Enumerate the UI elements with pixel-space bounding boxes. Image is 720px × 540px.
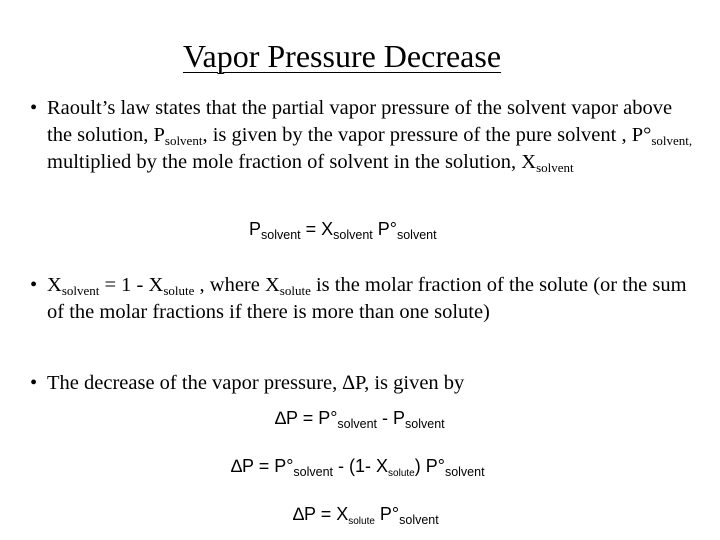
- bullet-dot: •: [30, 372, 38, 394]
- text-segment: = 1 - X: [99, 274, 164, 296]
- eq-part: ∆P = P°: [275, 408, 338, 428]
- text-segment: X: [47, 274, 62, 296]
- equation-delta-p-2: [231, 456, 485, 477]
- eq-subscript: solvent: [399, 513, 439, 527]
- text-segment: is the molar fraction of the solute (or the sum of the molar fractions if there is more than one solute): [47, 274, 687, 323]
- eq-subscript: solvent: [293, 465, 334, 479]
- eq-subscript: solvent: [444, 465, 485, 479]
- eq-part: P°: [372, 219, 397, 239]
- eq-subscript: solute: [388, 468, 415, 479]
- bullet-text: [47, 272, 700, 326]
- subscript: solute: [279, 283, 311, 298]
- text-segment: Raoult’s law states that the partial vapor pressure of the solvent vapor above the solution, P: [47, 97, 673, 146]
- subscript: solvent: [536, 160, 574, 175]
- bullet-dot: •: [30, 97, 38, 119]
- bullet-text: The decrease of the vapor pressure, ∆P, is given by: [47, 372, 465, 394]
- subscript: solute: [163, 283, 195, 298]
- bullet-mole-fraction: [30, 272, 700, 326]
- text-segment: multiplied by the mole fraction of solvent in the solution, X: [47, 151, 537, 173]
- text-segment: , is given by the vapor pressure of the pure solvent , P°: [202, 124, 652, 146]
- eq-part: = X: [300, 219, 334, 239]
- eq-subscript: solvent: [333, 228, 373, 242]
- bullet-dot: •: [30, 274, 38, 296]
- bullet-text: [47, 95, 700, 176]
- subscript: solvent: [164, 133, 203, 148]
- eq-part: ∆P = X: [293, 504, 349, 524]
- bullet-raoults-law: [30, 95, 700, 176]
- equation-delta-p-1: [275, 408, 445, 429]
- eq-part: - (1- X: [333, 456, 389, 476]
- eq-subscript: solvent: [337, 417, 378, 431]
- eq-part: P: [249, 219, 262, 239]
- eq-part: - P: [377, 408, 406, 428]
- eq-subscript: solvent: [261, 228, 301, 242]
- subscript: solvent: [61, 283, 100, 298]
- eq-part: ∆P = P°: [231, 456, 294, 476]
- eq-part: P°: [374, 504, 400, 524]
- subscript: solvent,: [651, 133, 693, 148]
- eq-subscript: solvent: [396, 228, 437, 242]
- slide-title: Vapor Pressure Decrease: [182, 38, 502, 74]
- bullet-pressure-decrease: [30, 370, 700, 397]
- eq-subscript: solute: [348, 516, 375, 527]
- eq-part: ) P°: [414, 456, 445, 476]
- text-segment: , where X: [194, 274, 280, 296]
- equation-delta-p-3: [293, 504, 439, 525]
- eq-subscript: solvent: [405, 417, 445, 431]
- equation-raoult: [249, 219, 437, 240]
